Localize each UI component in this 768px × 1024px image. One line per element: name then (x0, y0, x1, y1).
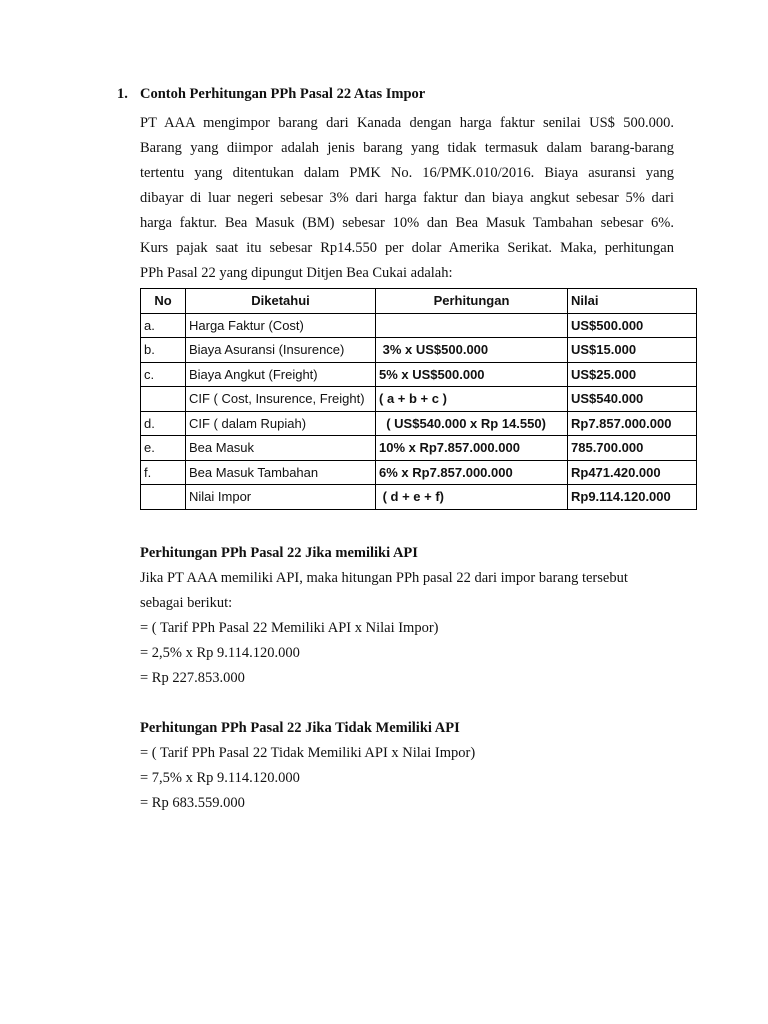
cell-nilai: Rp471.420.000 (568, 460, 697, 485)
with-api-line: = Rp 227.853.000 (140, 670, 245, 686)
without-api-line: = Rp 683.559.000 (140, 795, 245, 811)
cell-diketahui: Nilai Impor (186, 485, 376, 510)
section-heading (117, 86, 425, 103)
intro-line: Barang yang diimpor adalah jenis barang yang tidak termasuk dalam barang-barang (140, 140, 674, 156)
with-api-line: = 2,5% x Rp 9.114.120.000 (140, 645, 300, 661)
header-no: No (141, 289, 186, 314)
cell-diketahui: Biaya Angkut (Freight) (186, 362, 376, 387)
import-calculation-table (140, 288, 697, 510)
cell-perhitungan: 5% x US$500.000 (376, 362, 568, 387)
with-api-line: Jika PT AAA memiliki API, maka hitungan PPh pasal 22 dari impor barang tersebut (140, 570, 628, 586)
with-api-line: sebagai berikut: (140, 595, 233, 611)
with-api-line: = ( Tarif PPh Pasal 22 Memiliki API x Nilai Impor) (140, 620, 439, 636)
cell-diketahui: CIF ( dalam Rupiah) (186, 411, 376, 436)
cell-diketahui: Bea Masuk Tambahan (186, 460, 376, 485)
section-number: 1. (117, 86, 128, 102)
table-row (141, 387, 697, 412)
cell-no: c. (141, 362, 186, 387)
cell-perhitungan: 3% x US$500.000 (376, 338, 568, 363)
with-api-section (140, 541, 628, 691)
table-row (141, 436, 697, 461)
without-api-title: Perhitungan PPh Pasal 22 Jika Tidak Memiliki API (140, 720, 460, 736)
cell-nilai: US$25.000 (568, 362, 697, 387)
intro-paragraph (140, 111, 674, 286)
table-row (141, 411, 697, 436)
cell-perhitungan: 6% x Rp7.857.000.000 (376, 460, 568, 485)
intro-line: PT AAA mengimpor barang dari Kanada dengan harga faktur senilai US$ 500.000. (140, 115, 674, 131)
table-row (141, 313, 697, 338)
header-perhitungan: Perhitungan (376, 289, 568, 314)
intro-line: tertentu yang ditentukan dalam PMK No. 16/PMK.010/2016. Biaya asuransi yang (140, 165, 674, 181)
cell-nilai: Rp7.857.000.000 (568, 411, 697, 436)
header-nilai: Nilai (568, 289, 697, 314)
cell-diketahui: CIF ( Cost, Insurence, Freight) (186, 387, 376, 412)
cell-no (141, 485, 186, 510)
header-diketahui: Diketahui (186, 289, 376, 314)
cell-no: b. (141, 338, 186, 363)
cell-perhitungan: ( a + b + c ) (376, 387, 568, 412)
cell-nilai: US$500.000 (568, 313, 697, 338)
section-title: Contoh Perhitungan PPh Pasal 22 Atas Impor (140, 86, 426, 102)
intro-line: Kurs pajak saat itu sebesar Rp14.550 per dolar Amerika Serikat. Maka, perhitungan (140, 240, 674, 256)
cell-perhitungan: ( d + e + f) (376, 485, 568, 510)
intro-line: PPh Pasal 22 yang dipungut Ditjen Bea Cukai adalah: (140, 265, 453, 281)
intro-line: dibayar di luar negeri sebesar 3% dari harga faktur dan biaya angkut sebesar 5% dari (140, 190, 674, 206)
table-header-row (141, 289, 697, 314)
cell-nilai: 785.700.000 (568, 436, 697, 461)
cell-no (141, 387, 186, 412)
cell-diketahui: Bea Masuk (186, 436, 376, 461)
cell-no: e. (141, 436, 186, 461)
cell-nilai: US$540.000 (568, 387, 697, 412)
table-row (141, 338, 697, 363)
table-row (141, 460, 697, 485)
with-api-title: Perhitungan PPh Pasal 22 Jika memiliki API (140, 545, 418, 561)
cell-nilai: Rp9.114.120.000 (568, 485, 697, 510)
without-api-section (140, 716, 475, 816)
cell-diketahui: Harga Faktur (Cost) (186, 313, 376, 338)
cell-no: a. (141, 313, 186, 338)
cell-nilai: US$15.000 (568, 338, 697, 363)
cell-no: f. (141, 460, 186, 485)
cell-no: d. (141, 411, 186, 436)
cell-perhitungan (376, 313, 568, 338)
table-row (141, 362, 697, 387)
intro-line: harga faktur. Bea Masuk (BM) sebesar 10% dan Bea Masuk Tambahan sebesar 6%. (140, 215, 674, 231)
without-api-line: = ( Tarif PPh Pasal 22 Tidak Memiliki API x Nilai Impor) (140, 745, 476, 761)
cell-perhitungan: ( US$540.000 x Rp 14.550) (376, 411, 568, 436)
cell-perhitungan: 10% x Rp7.857.000.000 (376, 436, 568, 461)
without-api-line: = 7,5% x Rp 9.114.120.000 (140, 770, 300, 786)
cell-diketahui: Biaya Asuransi (Insurence) (186, 338, 376, 363)
table-row (141, 485, 697, 510)
